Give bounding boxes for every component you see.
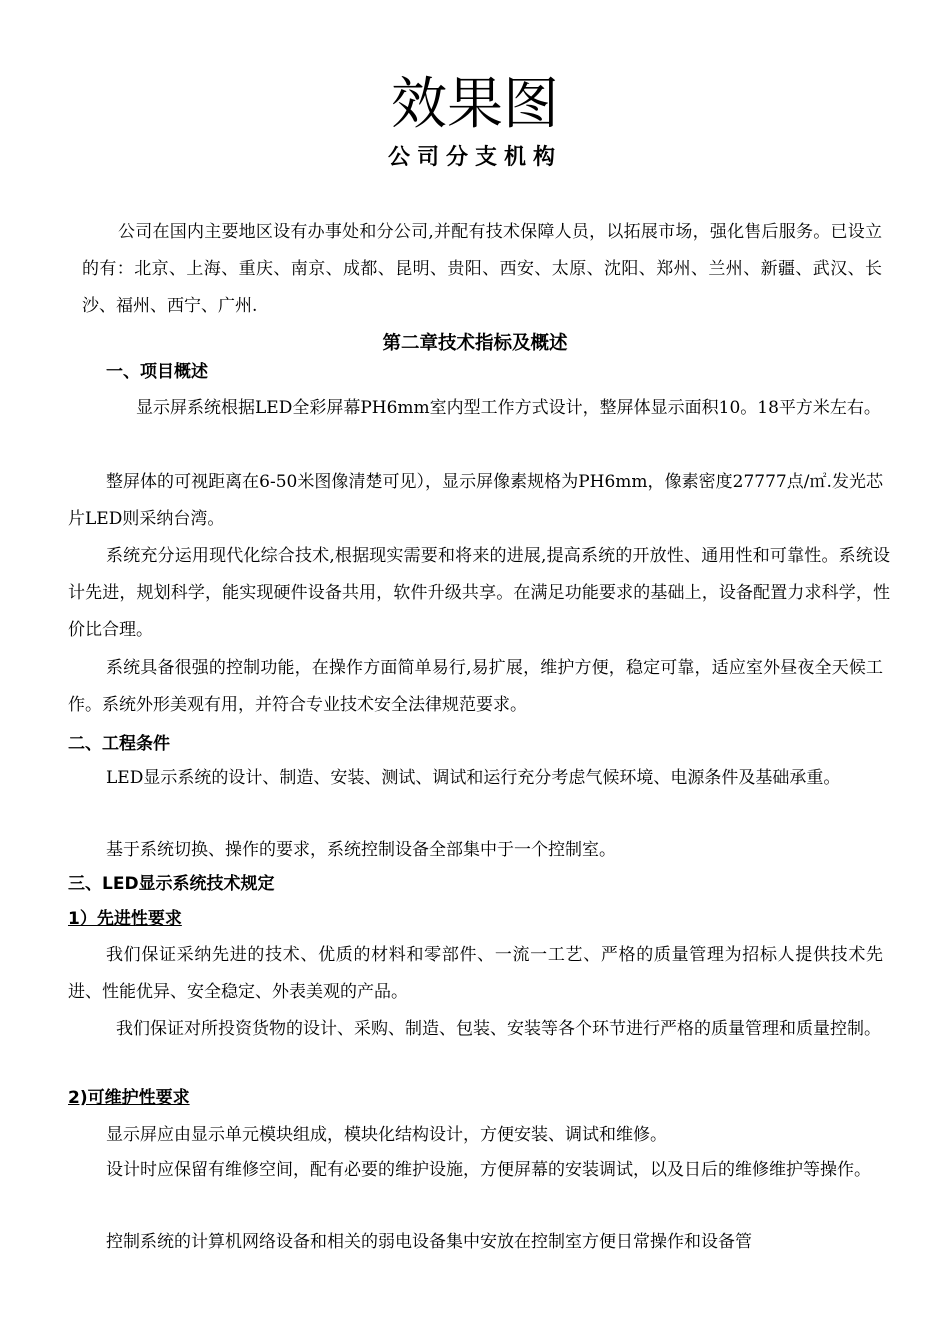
conditions-paragraph-2: 基于系统切换、操作的要求，系统控制设备全部集中于一个控制室。 (106, 840, 616, 860)
chapter-title: 第二章技术指标及概述 (382, 333, 568, 354)
advanced-paragraph-2: 我们保证对所投资货物的设计、采购、制造、包装、安装等各个环节进行严格的质量管理和质量控制。 (116, 1019, 881, 1039)
section-heading-conditions: 二、工程条件 (68, 734, 170, 754)
overview-paragraph-4: 系统具备很强的控制功能，在操作方面简单易行,易扩展，维护方便，稳定可靠，适应室外昼夜全天候工作。系统外形美观有用，并符合专业技术安全法律规范要求。 (68, 658, 883, 715)
section-heading-led-spec: 三、LED显示系统技术规定 (68, 874, 275, 894)
overview-paragraph-3: 系统充分运用现代化综合技术,根据现实需要和将来的进展,提高系统的开放性、通用性和可靠性。系统设计先进，规划科学，能实现硬件设备共用，软件升级共享。在满足功能要求的基础上，设备配置力求科学，性价比合理。 (68, 546, 890, 640)
maintainability-paragraph-1: 显示屏应由显示单元模块组成，模块化结构设计，方便安装、调试和维修。 (106, 1125, 667, 1145)
page-subtitle: 公司分支机构 (387, 145, 562, 170)
branches-paragraph: 公司在国内主要地区设有办事处和分公司,并配有技术保障人员，以拓展市场，强化售后服务。已设立的有：北京、上海、重庆、南京、成都、昆明、贵阳、西安、太原、沈阳、郑州、兰州、新疆、武汉、长沙、福州、西宁、广州. (82, 222, 882, 316)
subsection-heading-maintainability: 2)可维护性要求 (68, 1088, 190, 1108)
advanced-paragraph-1: 我们保证采纳先进的技术、优质的材料和零部件、一流一工艺、严格的质量管理为招标人提供技术先进、性能优异、安全稳定、外表美观的产品。 (68, 945, 883, 1002)
conditions-paragraph-1: LED显示系统的设计、制造、安装、测试、调试和运行充分考虑气候环境、电源条件及基础承重。 (106, 768, 841, 788)
overview-paragraph-1: 显示屏系统根据LED全彩屏幕PH6mm室内型工作方式设计，整屏体显示面积10。18平方米左右。 (136, 398, 881, 418)
subsection-heading-advanced: 1）先进性要求 (68, 909, 182, 929)
section-heading-overview: 一、项目概述 (106, 362, 208, 382)
overview-paragraph-2: 整屏体的可视距离在6-50米图像清楚可见），显示屏像素规格为PH6mm，像素密度27777点/㎡.发光芯片LED则采纳台湾。 (68, 472, 883, 529)
page-title: 效果图 (391, 72, 559, 137)
maintainability-paragraph-3: 控制系统的计算机网络设备和相关的弱电设备集中安放在控制室方便日常操作和设备管 (106, 1232, 752, 1252)
maintainability-paragraph-2: 设计时应保留有维修空间，配有必要的维护设施，方便屏幕的安装调试，以及日后的维修维护等操作。 (106, 1160, 871, 1180)
